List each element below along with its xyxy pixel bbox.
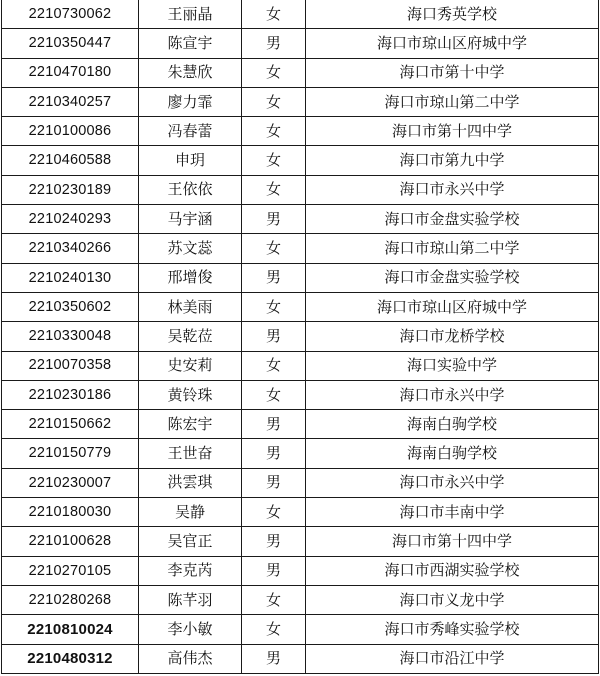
student-sex-cell: 女 bbox=[242, 175, 306, 204]
student-school-cell: 海口市丰南中学 bbox=[306, 498, 599, 527]
table-row bbox=[2, 468, 599, 497]
student-id-cell: 2210180030 bbox=[2, 498, 139, 527]
student-name-cell: 申玥 bbox=[139, 146, 242, 175]
student-sex-cell: 女 bbox=[242, 380, 306, 409]
student-name-cell: 吴静 bbox=[139, 498, 242, 527]
table-row bbox=[2, 322, 599, 351]
table-row bbox=[2, 439, 599, 468]
student-sex-cell: 男 bbox=[242, 29, 306, 58]
student-name-cell: 李小敏 bbox=[139, 615, 242, 644]
student-school-cell: 海口市琼山区府城中学 bbox=[306, 29, 599, 58]
student-sex-cell: 男 bbox=[242, 410, 306, 439]
table-row bbox=[2, 556, 599, 585]
student-id-cell: 2210240130 bbox=[2, 263, 139, 292]
table-row bbox=[2, 585, 599, 614]
student-school-cell: 海口市义龙中学 bbox=[306, 585, 599, 614]
student-sex-cell: 女 bbox=[242, 615, 306, 644]
student-id-cell: 2210340266 bbox=[2, 234, 139, 263]
student-id-cell: 2210100086 bbox=[2, 117, 139, 146]
student-name-cell: 冯春蕾 bbox=[139, 117, 242, 146]
student-sex-cell: 男 bbox=[242, 556, 306, 585]
table-row bbox=[2, 87, 599, 116]
student-name-cell: 邢增俊 bbox=[139, 263, 242, 292]
table-row bbox=[2, 0, 599, 29]
student-sex-cell: 女 bbox=[242, 146, 306, 175]
student-name-cell: 黄铃珠 bbox=[139, 380, 242, 409]
student-sex-cell: 女 bbox=[242, 234, 306, 263]
student-id-cell: 2210230186 bbox=[2, 380, 139, 409]
student-school-cell: 海口市永兴中学 bbox=[306, 175, 599, 204]
student-name-cell: 王世奋 bbox=[139, 439, 242, 468]
table-row bbox=[2, 58, 599, 87]
student-school-cell: 海口市琼山区府城中学 bbox=[306, 292, 599, 321]
student-id-cell: 2210730062 bbox=[2, 0, 139, 29]
table-row bbox=[2, 234, 599, 263]
student-name-cell: 王丽晶 bbox=[139, 0, 242, 29]
student-sex-cell: 女 bbox=[242, 87, 306, 116]
student-school-cell: 海口市第十中学 bbox=[306, 58, 599, 87]
table-row bbox=[2, 644, 599, 673]
student-sex-cell: 男 bbox=[242, 263, 306, 292]
student-school-cell: 海口市金盘实验学校 bbox=[306, 263, 599, 292]
student-roster-table bbox=[1, 0, 599, 674]
student-id-cell: 2210350447 bbox=[2, 29, 139, 58]
table-row bbox=[2, 351, 599, 380]
table-row bbox=[2, 410, 599, 439]
student-school-cell: 海口市永兴中学 bbox=[306, 380, 599, 409]
student-school-cell: 海南白驹学校 bbox=[306, 439, 599, 468]
student-id-cell: 2210340257 bbox=[2, 87, 139, 116]
table-row bbox=[2, 498, 599, 527]
table-row bbox=[2, 205, 599, 234]
student-sex-cell: 女 bbox=[242, 117, 306, 146]
student-name-cell: 陈宏宇 bbox=[139, 410, 242, 439]
student-sex-cell: 男 bbox=[242, 439, 306, 468]
student-sex-cell: 女 bbox=[242, 0, 306, 29]
student-school-cell: 海口市琼山第二中学 bbox=[306, 234, 599, 263]
table-row bbox=[2, 527, 599, 556]
student-name-cell: 苏文蕊 bbox=[139, 234, 242, 263]
student-sex-cell: 女 bbox=[242, 351, 306, 380]
roster-body bbox=[2, 0, 599, 673]
student-id-cell: 2210330048 bbox=[2, 322, 139, 351]
student-name-cell: 王依依 bbox=[139, 175, 242, 204]
table-row bbox=[2, 117, 599, 146]
table-row bbox=[2, 175, 599, 204]
student-school-cell: 海口市琼山第二中学 bbox=[306, 87, 599, 116]
student-name-cell: 洪雲琪 bbox=[139, 468, 242, 497]
student-school-cell: 海口秀英学校 bbox=[306, 0, 599, 29]
student-school-cell: 海口市龙桥学校 bbox=[306, 322, 599, 351]
student-id-cell: 2210070358 bbox=[2, 351, 139, 380]
student-sex-cell: 男 bbox=[242, 468, 306, 497]
student-name-cell: 马宇涵 bbox=[139, 205, 242, 234]
student-name-cell: 吴官正 bbox=[139, 527, 242, 556]
table-row bbox=[2, 615, 599, 644]
student-sex-cell: 男 bbox=[242, 527, 306, 556]
student-id-cell: 2210230189 bbox=[2, 175, 139, 204]
student-name-cell: 吴乾莅 bbox=[139, 322, 242, 351]
student-id-cell: 2210350602 bbox=[2, 292, 139, 321]
student-school-cell: 海口市西湖实验学校 bbox=[306, 556, 599, 585]
student-school-cell: 海口实验中学 bbox=[306, 351, 599, 380]
student-name-cell: 高伟杰 bbox=[139, 644, 242, 673]
student-school-cell: 海南白驹学校 bbox=[306, 410, 599, 439]
student-id-cell: 2210460588 bbox=[2, 146, 139, 175]
student-school-cell: 海口市第十四中学 bbox=[306, 527, 599, 556]
student-school-cell: 海口市永兴中学 bbox=[306, 468, 599, 497]
student-id-cell: 2210230007 bbox=[2, 468, 139, 497]
student-name-cell: 陈宣宇 bbox=[139, 29, 242, 58]
student-id-cell: 2210150662 bbox=[2, 410, 139, 439]
table-row bbox=[2, 263, 599, 292]
student-sex-cell: 女 bbox=[242, 585, 306, 614]
student-id-cell: 2210150779 bbox=[2, 439, 139, 468]
student-school-cell: 海口市第九中学 bbox=[306, 146, 599, 175]
student-id-cell: 2210270105 bbox=[2, 556, 139, 585]
student-school-cell: 海口市金盘实验学校 bbox=[306, 205, 599, 234]
student-id-cell: 2210470180 bbox=[2, 58, 139, 87]
table-row bbox=[2, 146, 599, 175]
student-school-cell: 海口市沿江中学 bbox=[306, 644, 599, 673]
student-name-cell: 李克芮 bbox=[139, 556, 242, 585]
table-row bbox=[2, 29, 599, 58]
student-sex-cell: 女 bbox=[242, 58, 306, 87]
table-row bbox=[2, 292, 599, 321]
student-sex-cell: 女 bbox=[242, 498, 306, 527]
student-name-cell: 史安莉 bbox=[139, 351, 242, 380]
student-name-cell: 朱慧欣 bbox=[139, 58, 242, 87]
student-id-cell: 2210240293 bbox=[2, 205, 139, 234]
student-id-cell: 2210100628 bbox=[2, 527, 139, 556]
student-sex-cell: 男 bbox=[242, 322, 306, 351]
student-id-cell: 2210280268 bbox=[2, 585, 139, 614]
student-sex-cell: 男 bbox=[242, 205, 306, 234]
student-id-cell: 2210810024 bbox=[2, 615, 139, 644]
table-row bbox=[2, 380, 599, 409]
student-school-cell: 海口市秀峰实验学校 bbox=[306, 615, 599, 644]
student-name-cell: 陈芊羽 bbox=[139, 585, 242, 614]
student-school-cell: 海口市第十四中学 bbox=[306, 117, 599, 146]
student-name-cell: 廖力霏 bbox=[139, 87, 242, 116]
student-sex-cell: 男 bbox=[242, 644, 306, 673]
student-sex-cell: 女 bbox=[242, 292, 306, 321]
student-id-cell: 2210480312 bbox=[2, 644, 139, 673]
student-name-cell: 林美雨 bbox=[139, 292, 242, 321]
